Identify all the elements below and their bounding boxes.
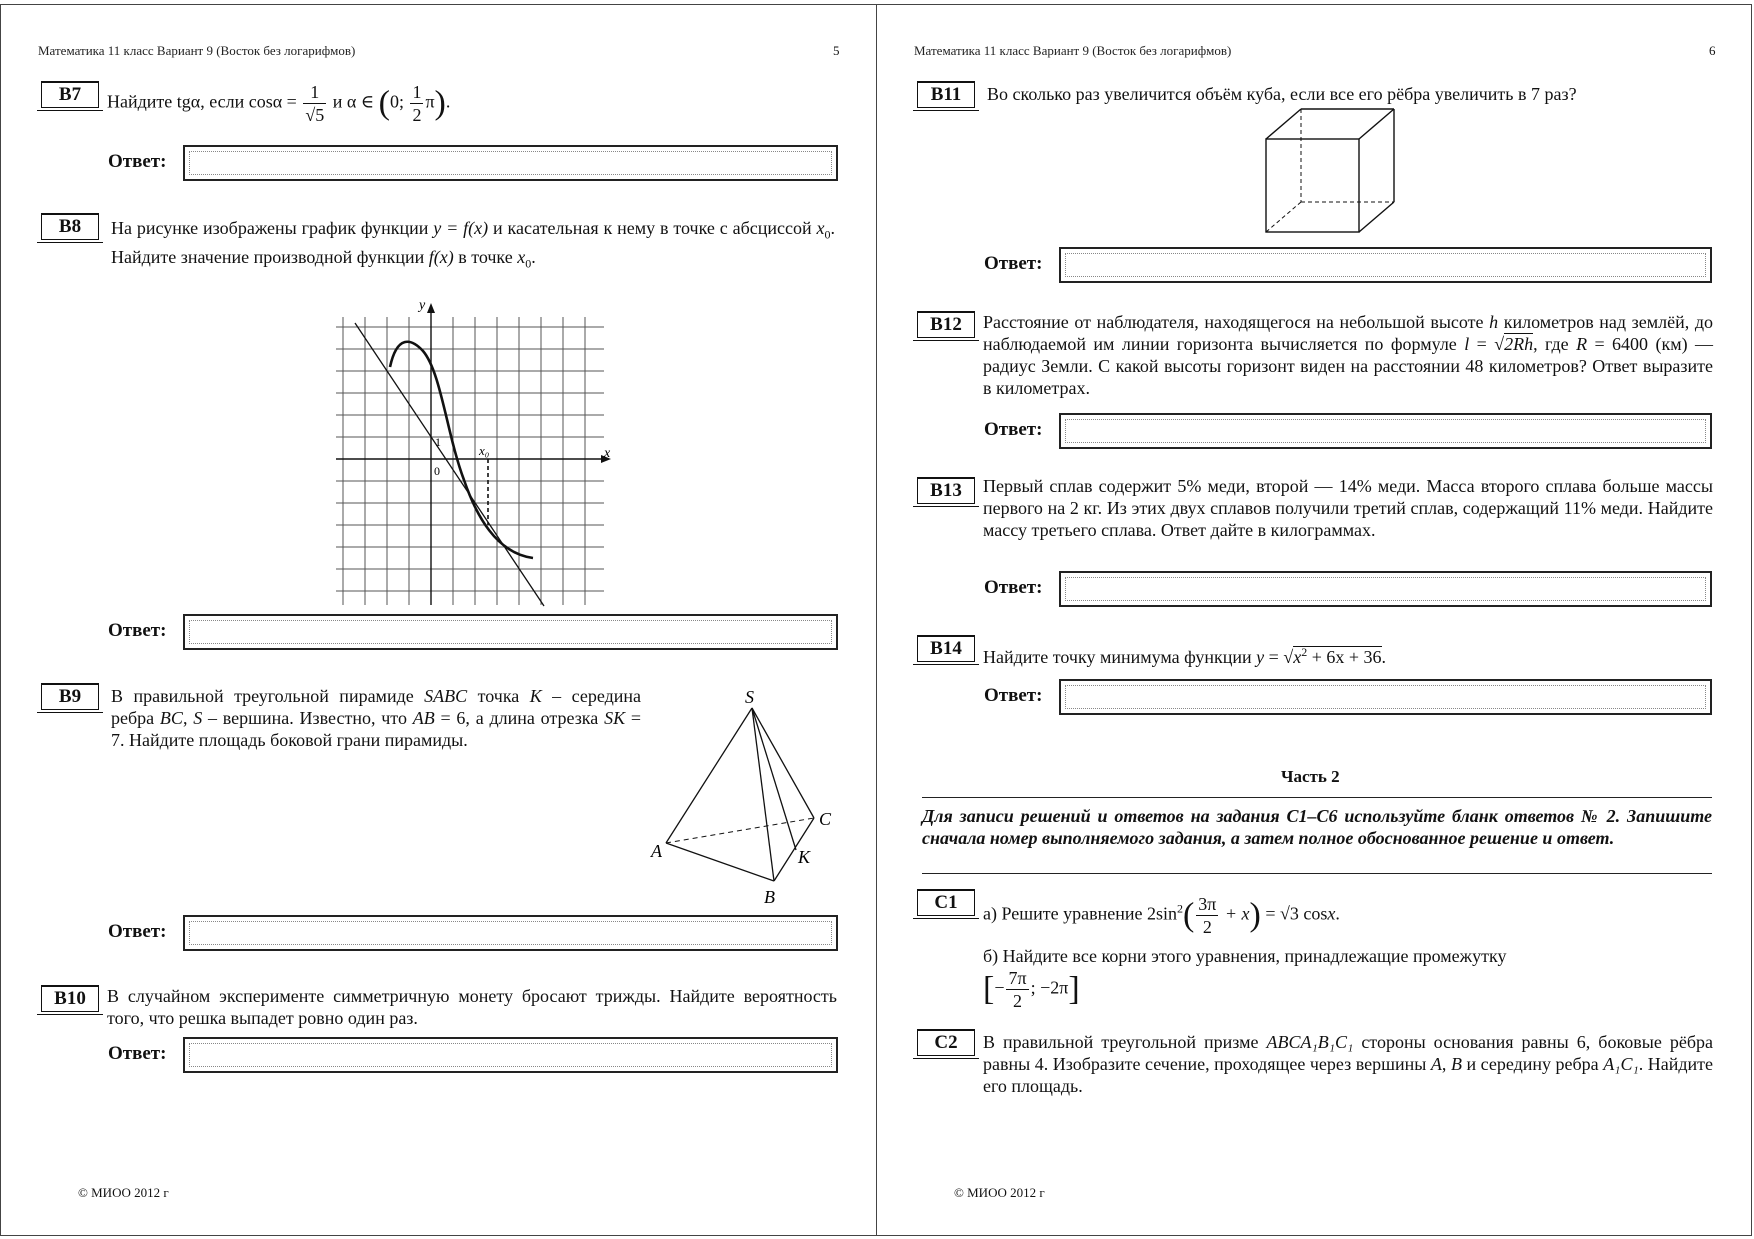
b9-pyramid-figure: [641, 681, 841, 911]
b11-text: Во сколько раз увеличится объём куба, если все его рёбра увеличить в 7 раз?: [987, 84, 1577, 104]
part2-instruction: Для записи решений и ответов на задания С1–С6 используйте бланк ответов № 2. Запишите сначала номер выполняемого задания, а затем полное обоснованное решение и ответ.: [922, 806, 1712, 848]
task-tag-b13: B13: [917, 477, 975, 504]
tangent-line: [355, 323, 544, 606]
tick-one-label: 1: [435, 435, 441, 449]
c1-interval: [− $\frac{7\pi}{2}$ ; −2π]: [983, 968, 1080, 1011]
left-page: [0, 4, 877, 1236]
x-axis-label: x: [604, 446, 611, 461]
answer-label-b7: Ответ:: [108, 151, 167, 172]
answer-label-b10: Ответ:: [108, 1043, 167, 1064]
task-tag-b12: B12: [917, 311, 975, 338]
page-number: 6: [1709, 43, 1716, 58]
page-footer: © МИОО 2012 г: [78, 1185, 169, 1200]
task-tag-b11: B11: [917, 81, 975, 108]
b7-text: Найдите tgα, если cosα = $\frac{1}{√5}$ и α ∈ (0; $\frac{1}{2}$ π).: [107, 82, 451, 125]
x0-marker-label: x₀: [479, 443, 490, 458]
page-header: Математика 11 класс Вариант 9 (Восток без логарифмов): [914, 43, 1232, 58]
b7-fraction: $\frac{1}{√5}$: [305, 82, 325, 125]
answer-field-b13[interactable]: [1059, 571, 1712, 607]
vertex-label-a: A: [651, 841, 662, 861]
b12-text: Расстояние от наблюдателя, находящегося на небольшой высоте h километров над землёй, до наблюдаемой им линии горизонта вычисляется по формуле l = √2Rh, где R = 6400 (км) — радиус Земли. С какой высоты горизонт виден на расстоянии 48 километров? Ответ выразите в километрах.: [983, 312, 1714, 398]
b11-cube-figure: [1252, 105, 1402, 243]
point-label-k: K: [798, 847, 811, 867]
c1-part-b: б) Найдите все корни этого уравнения, принадлежащие промежутку: [983, 946, 1507, 966]
divider-bottom: [922, 873, 1712, 874]
answer-label-b12: Ответ:: [984, 419, 1043, 440]
answer-field-b8[interactable]: [183, 614, 838, 650]
task-tag-b7: B7: [41, 81, 99, 108]
part2-title: Часть 2: [1281, 767, 1340, 786]
answer-label-b8: Ответ:: [108, 620, 167, 641]
task-tag-b14: B14: [917, 635, 975, 662]
answer-label-b14: Ответ:: [984, 685, 1043, 706]
c1-part-a: а) Решите уравнение $2\sin^2$( $\frac{3\pi}{2}$ + x) = √3 cosx.: [983, 894, 1340, 937]
answer-field-b9[interactable]: [183, 915, 838, 951]
answer-label-b9: Ответ:: [108, 921, 167, 942]
b13-text: Первый сплав содержит 5% меди, второй — 14% меди. Масса второго сплава больше массы первого на 2 кг. Из этих двух сплавов получили третий сплав, содержащий 11% меди. Найдите массу третьего сплава. Ответ дайте в килограммах.: [983, 476, 1713, 540]
function-curve: [390, 342, 533, 558]
task-tag-b9: B9: [41, 683, 99, 710]
b14-text: Найдите точку минимума функции $y = √x^2 + 6x + 36$.: [983, 645, 1387, 667]
right-page: [876, 4, 1752, 1236]
page-number: 5: [833, 43, 840, 58]
b8-text: На рисунке изображены график функции y = f(x) и касательная к нему в точке с абсциссой $x_0$. Найдите значение производной функции f(x) в точке $x_0$.: [111, 218, 835, 271]
b9-text: В правильной треугольной пирамиде SABC точка K – середина ребра BC, S – вершина. Известно, что AB = 6, а длина отрезка SK = 7. Найдите площадь боковой грани пирамиды.: [111, 686, 642, 750]
task-tag-b8: B8: [41, 213, 99, 240]
answer-field-b7[interactable]: [183, 145, 838, 181]
vertex-label-c: C: [819, 809, 832, 829]
answer-field-b14[interactable]: [1059, 679, 1712, 715]
page-header: Математика 11 класс Вариант 9 (Восток без логарифмов): [38, 43, 356, 58]
b10-text: В случайном эксперименте симметричную монету бросают трижды. Найдите вероятность того, что решка выпадет ровно один раз.: [107, 986, 837, 1028]
answer-label-b13: Ответ:: [984, 577, 1043, 598]
divider-top: [922, 797, 1712, 798]
task-tag-c1: C1: [917, 889, 975, 916]
vertex-label-s: S: [745, 687, 754, 707]
vertex-label-b: B: [764, 887, 775, 907]
b8-function-graph: [321, 297, 621, 611]
origin-label: 0: [434, 464, 440, 478]
task-tag-b10: B10: [41, 985, 99, 1012]
answer-field-b11[interactable]: [1059, 247, 1712, 283]
answer-field-b10[interactable]: [183, 1037, 838, 1073]
answer-field-b12[interactable]: [1059, 413, 1712, 449]
page-footer: © МИОО 2012 г: [954, 1185, 1045, 1200]
y-axis-label: y: [419, 298, 426, 313]
answer-label-b11: Ответ:: [984, 253, 1043, 274]
c2-text: В правильной треугольной призме ABCA₁B₁C₁ стороны основания равны 6, боковые рёбра равны 4. Изобразите сечение, проходящее через вершины A, B и середину ребра A₁C₁. Найдите его площадь.: [983, 1032, 1714, 1096]
task-tag-c2: C2: [917, 1029, 975, 1056]
